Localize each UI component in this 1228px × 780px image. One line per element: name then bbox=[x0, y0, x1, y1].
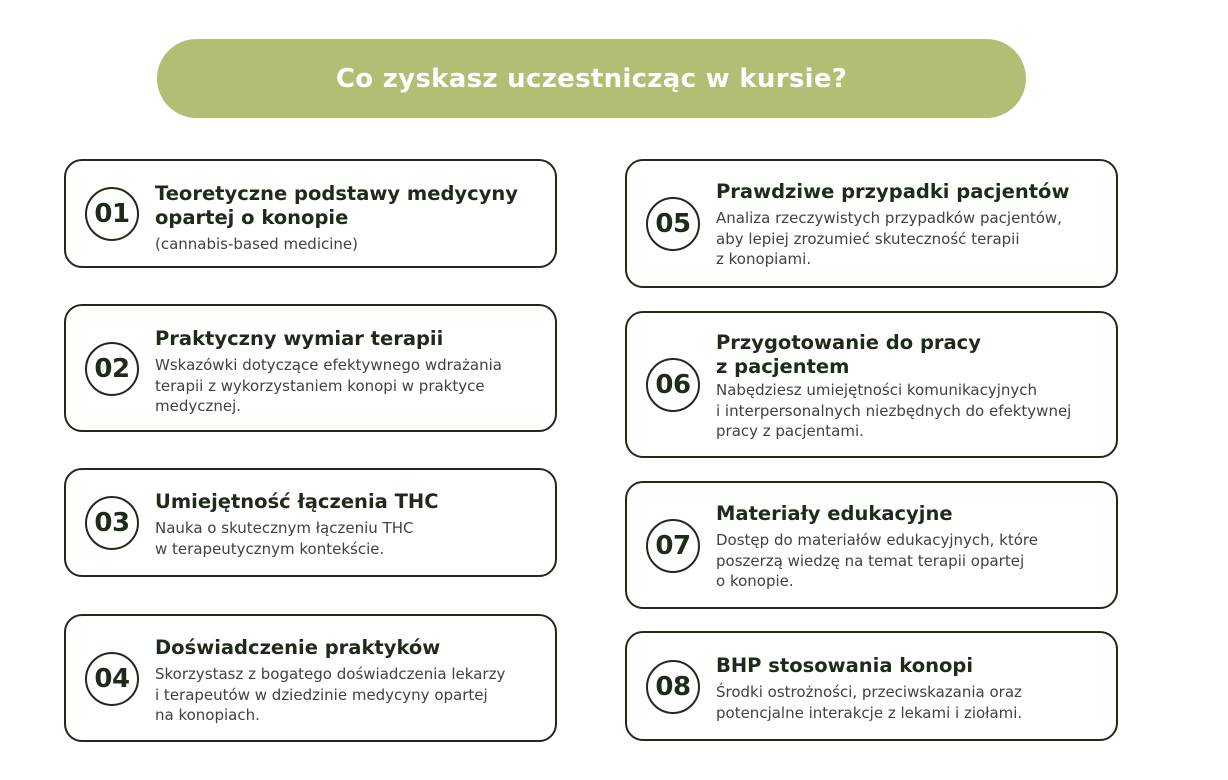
benefit-card-07 bbox=[625, 481, 1118, 609]
benefit-card-04 bbox=[64, 614, 557, 742]
benefit-description: Nabędziesz umiejętności komunikacyjnych i interpersonalnych niezbędnych do efektywnej pracy z pacjentami. bbox=[716, 381, 1072, 440]
benefit-title: BHP stosowania konopi bbox=[716, 654, 974, 677]
benefit-description: Środki ostrożności, przeciwskazania oraz potencjalne interakcje z lekami i ziołami. bbox=[716, 683, 1023, 722]
benefit-number-badge: 04 bbox=[85, 652, 139, 706]
benefit-card-03 bbox=[64, 468, 557, 577]
benefit-number-badge: 06 bbox=[646, 358, 700, 412]
benefit-title: Doświadczenie praktyków bbox=[155, 636, 441, 659]
benefit-description: Dostęp do materiałów edukacyjnych, które poszerzą wiedzę na temat terapii opartej o konopie. bbox=[716, 531, 1038, 590]
benefit-description: (cannabis-based medicine) bbox=[155, 235, 358, 253]
benefit-card-01 bbox=[64, 159, 557, 268]
section-header-banner bbox=[157, 39, 1026, 118]
benefit-card-06 bbox=[625, 311, 1118, 458]
benefit-number-badge: 03 bbox=[85, 496, 139, 550]
benefit-number-badge: 01 bbox=[85, 187, 139, 241]
benefit-title: Praktyczny wymiar terapii bbox=[155, 327, 444, 350]
benefit-number-badge: 02 bbox=[85, 342, 139, 396]
benefit-number-badge: 05 bbox=[646, 197, 700, 251]
benefit-title: Teoretyczne podstawy medycyny opartej o konopie bbox=[155, 182, 519, 229]
benefit-title: Umiejętność łączenia THC bbox=[155, 490, 439, 513]
section-title: Co zyskasz uczestnicząc w kursie? bbox=[335, 63, 848, 94]
benefit-card-08 bbox=[625, 631, 1118, 741]
benefit-number-badge: 08 bbox=[646, 660, 700, 714]
benefit-description: Skorzystasz z bogatego doświadczenia lekarzy i terapeutów w dziedzinie medycyny opartej na konopiach. bbox=[155, 665, 506, 724]
benefit-card-05 bbox=[625, 159, 1118, 288]
benefit-number-badge: 07 bbox=[646, 519, 700, 573]
benefit-description: Nauka o skutecznym łączeniu THC w terapeutycznym kontekście. bbox=[155, 519, 414, 558]
benefit-title: Przygotowanie do pracy z pacjentem bbox=[716, 331, 981, 378]
benefit-card-02 bbox=[64, 304, 557, 432]
benefit-description: Analiza rzeczywistych przypadków pacjentów, aby lepiej zrozumieć skuteczność terapii z konopiami. bbox=[716, 209, 1062, 268]
benefit-title: Materiały edukacyjne bbox=[716, 502, 953, 525]
benefit-title: Prawdziwe przypadki pacjentów bbox=[716, 180, 1070, 203]
benefit-description: Wskazówki dotyczące efektywnego wdrażania terapii z wykorzystaniem konopi w praktyce medycznej. bbox=[155, 356, 502, 415]
